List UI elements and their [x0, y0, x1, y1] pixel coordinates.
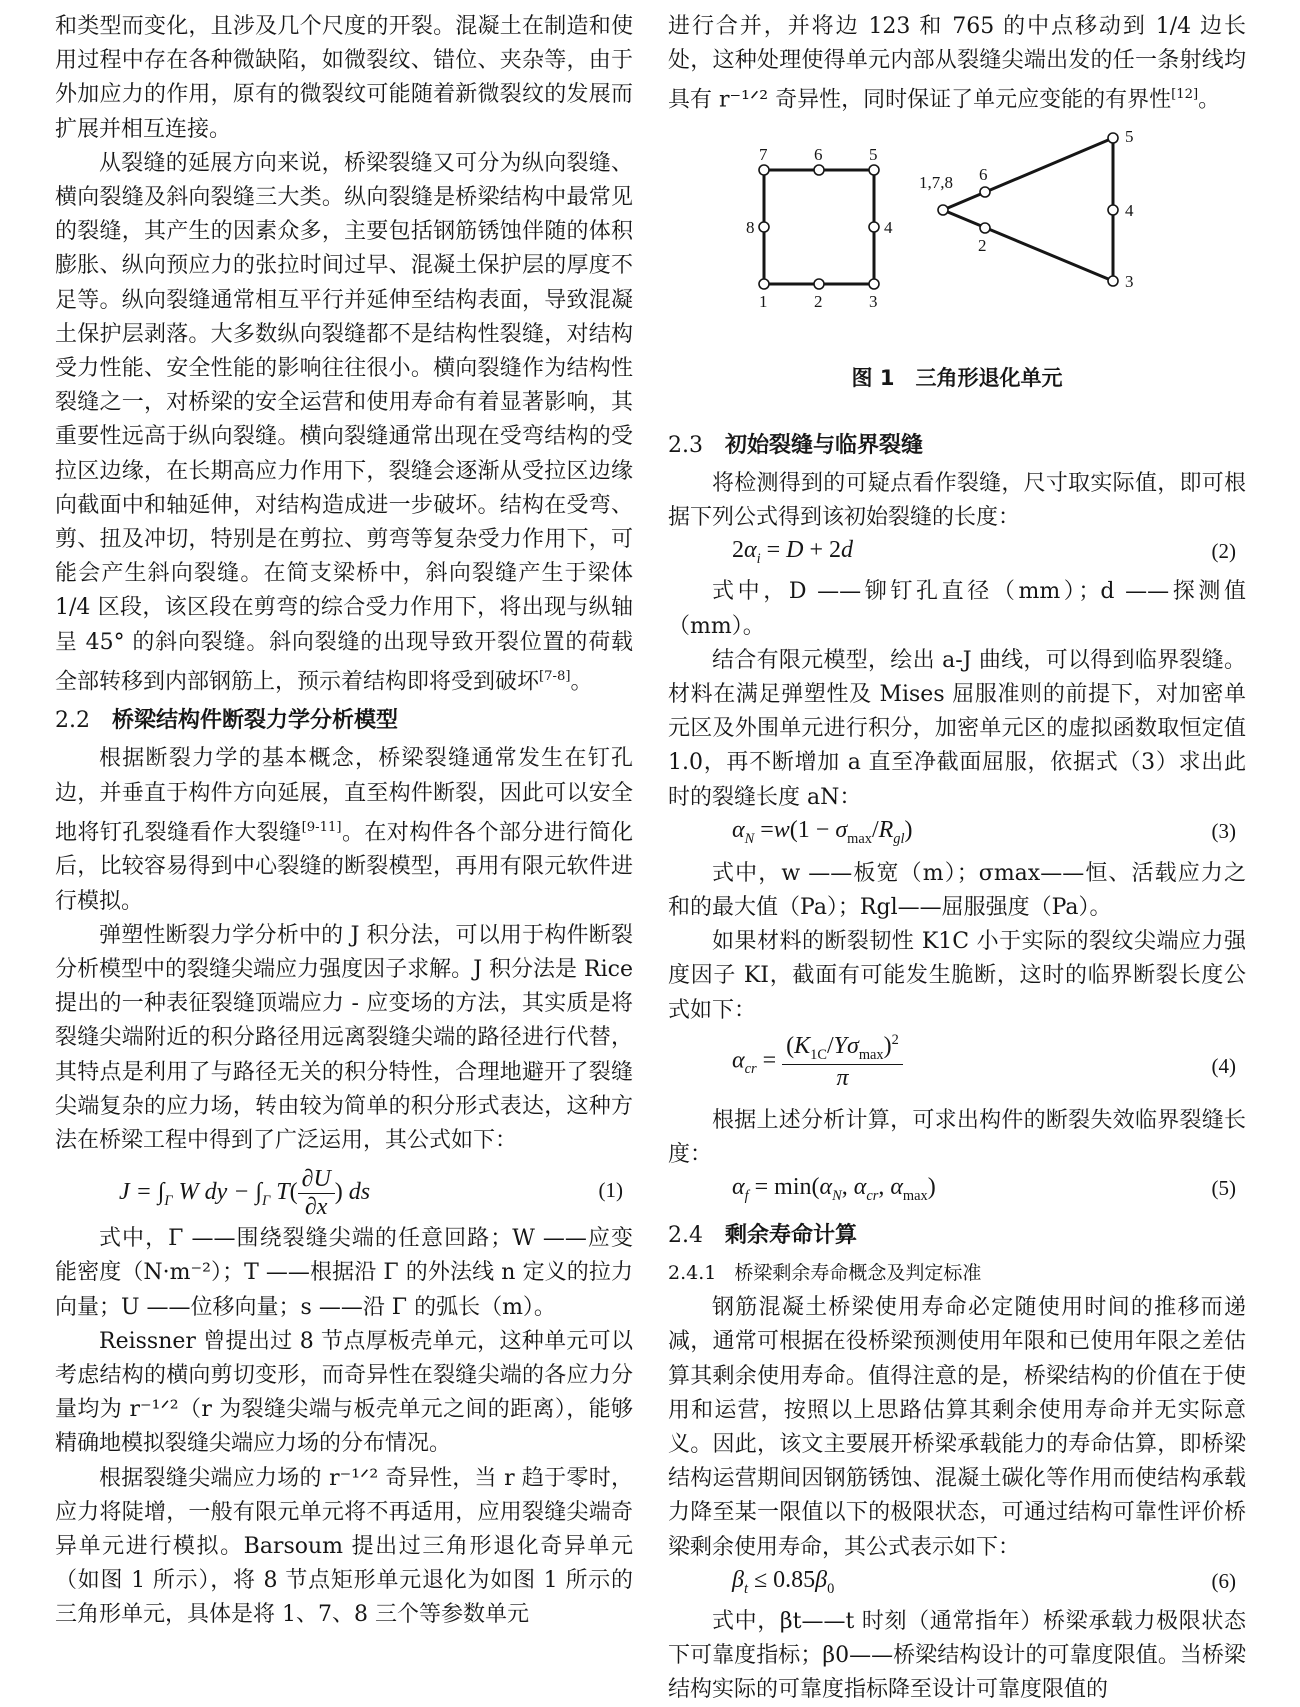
equation-number: (1): [598, 1178, 623, 1203]
section-title: 初始裂缝与临界裂缝: [725, 431, 924, 458]
node-2: [980, 223, 990, 233]
node-2: [814, 279, 824, 289]
equation-4: [668, 1028, 1246, 1104]
node-label: 4: [1125, 200, 1134, 220]
right-paragraph-1: [668, 10, 1246, 118]
node-3: [869, 279, 879, 289]
node-label: 2: [814, 291, 823, 311]
node-5: [869, 165, 879, 175]
equation-2: [668, 535, 1246, 575]
paragraph-text: 根据断裂力学的基本概念，桥梁裂缝通常发生在钉孔边，并垂直于构件方向延展，直至构件断裂，因此可以安全地将钉孔裂缝看作大裂缝: [55, 746, 633, 846]
paragraph-text: 。在对构件各个部分进行简化后，比较容易得到中心裂缝的断裂模型，再用有限元软件进行模拟。: [55, 820, 633, 914]
section-heading-2-4: [668, 1218, 1246, 1253]
section-heading-2-2: [55, 703, 633, 738]
node-5: [1108, 133, 1118, 143]
equation-6: [668, 1565, 1246, 1605]
equation-number: (5): [1211, 1176, 1236, 1201]
equation-6-body: $\beta_t \le 0.85\beta_0$: [732, 1566, 835, 1597]
triangular-element: [919, 127, 1134, 291]
right-paragraph-8: 钢筋混凝土桥梁使用寿命必定随使用时间的推移而递减，通常可根据在役桥梁预测使用年限和已使用年限之差估算其剩余使用寿命。值得注意的是，桥梁结构的价值在于使用和运营，按照以上思路估算其剩余使用寿命并无实际意义。因此，该文主要展开桥梁承载能力的寿命估算，即桥梁结构运营期间因钢筋锈蚀、混凝土碳化等作用而使结构承载力降至某一限值以下的极限状态，可通过结构可靠性评价桥梁剩余使用寿命，其公式表示如下：: [668, 1295, 1246, 1560]
section-title: 剩余寿命计算: [725, 1222, 858, 1249]
left-column: [55, 10, 633, 1633]
node-label: 8: [746, 217, 755, 237]
node-1: [759, 279, 769, 289]
left-paragraph-3: [55, 742, 633, 918]
section-number: 2.3: [668, 432, 703, 458]
right-paragraph-4: 结合有限元模型，绘出 a-J 曲线，可以得到临界裂缝。材料在满足弹塑性及 Mises 屈服准则的前提下，对加密单元区及外围单元进行积分，加密单元区的虚拟函数取恒定值 1.0，再不断增加 a 直至净截面屈服，依据式（3）求出此时的裂缝长度 aN：: [668, 647, 1246, 810]
node-4: [869, 222, 879, 232]
degenerate-element-diagram: [668, 124, 1246, 354]
equation-number: (4): [1211, 1053, 1236, 1078]
right-paragraph-3: 式中，D ——铆钉孔直径（mm）；d ——探测值（mm）。: [668, 579, 1246, 639]
section-number: 2.2: [55, 708, 90, 734]
section-number: 2.4: [668, 1223, 703, 1249]
left-paragraph-1: 和类型而变化，且涉及几个尺度的开裂。混凝土在制造和使用过程中存在各种微缺陷，如微裂纹、错位、夹杂等，由于外加应力的作用，原有的微裂纹可能随着新微裂纹的发展而扩展并相互连接。: [55, 14, 633, 142]
node-6: [980, 187, 990, 197]
left-paragraph-7: 根据裂缝尖端应力场的 r⁻¹ᐟ² 奇异性，当 r 趋于零时，应力将陡增，一般有限元单元将不再适用，应用裂缝尖端奇异单元进行模拟。Barsoum 提出过三角形退化奇异单元（如图 1 所示），将 8 节点矩形单元退化为如图 1 所示的三角形单元，具体是将 1、7、8 三个等参数单元: [55, 1465, 633, 1628]
right-column: [668, 10, 1246, 1707]
section-title: 桥梁剩余寿命概念及判定标准: [734, 1262, 982, 1285]
right-paragraph-6: 如果材料的断裂韧性 K1C 小于实际的裂纹尖端应力强度因子 KI，截面有可能发生脆断，这时的临界断裂长度公式如下：: [668, 929, 1246, 1023]
right-paragraph-2: 将检测得到的可疑点看作裂缝，尺寸取实际值，即可根据下列公式得到该初始裂缝的长度：: [668, 470, 1246, 531]
right-paragraph-7: 根据上述分析计算，可求出构件的断裂失效临界裂缝长度：: [668, 1107, 1246, 1167]
paragraph-text: 进行合并，并将边 123 和 765 的中点移动到 1/4 边长处，这种处理使得单元内部从裂缝尖端出发的任一条射线均具有 r⁻¹ᐟ² 奇异性，同时保证了单元应变能的有界性: [668, 14, 1246, 113]
node-label: 6: [814, 144, 823, 164]
figure-1: [668, 124, 1246, 424]
node-label: 3: [1125, 271, 1134, 291]
node-label: 7: [759, 144, 768, 164]
node-label: 6: [979, 164, 988, 184]
rectangle-edge: [764, 170, 874, 284]
node-label: 2: [978, 235, 987, 255]
node-4: [1108, 205, 1118, 215]
right-paragraph-9: 式中，βt——t 时刻（通常指年）桥梁承载力极限状态下可靠度指标；β0——桥梁结构设计的可靠度限值。当桥梁结构实际的可靠度指标降至设计可靠度限值的: [668, 1608, 1246, 1703]
node-label: 1: [759, 291, 768, 311]
equation-1: [55, 1158, 633, 1222]
figure-caption: 图 1 三角形退化单元: [851, 365, 1063, 390]
equation-2-body: $2\alpha_i = D + 2d$: [732, 537, 854, 568]
node-label: 5: [1125, 126, 1134, 146]
node-7: [759, 165, 769, 175]
section-number: 2.4.1: [668, 1262, 717, 1285]
node-6: [814, 165, 824, 175]
node-label: 4: [884, 217, 893, 237]
paragraph-text: 从裂缝的延展方向来说，桥梁裂缝又可分为纵向裂缝、横向裂缝及斜向裂缝三大类。纵向裂缝是桥梁结构中最常见的裂缝，其产生的因素众多，主要包括钢筋锈蚀伴随的体积膨胀、纵向预应力的张拉时间过早、混凝土保护层的厚度不足等。纵向裂缝通常相互平行并延伸至结构表面，导致混凝土保护层剥落。大多数纵向裂缝都不是结构性裂缝，对结构受力性能、安全性能的影响往往很小。横向裂缝作为结构性裂缝之一，对桥梁的安全运营和使用寿命有着显著影响，其重要性远高于纵向裂缝。横向裂缝通常出现在受弯结构的受拉区边缘，在长期高应力作用下，裂缝会逐渐从受拉区边缘向截面中和轴延伸，对结构造成进一步破坏。结构在受弯、剪、扭及冲切，特别是在剪拉、剪弯等复杂受力作用下，可能会产生斜向裂缝。在简支梁桥中，斜向裂缝产生于梁体 1/4 区段，该区段在剪弯的综合受力作用下，将出现与纵轴呈 45° 的斜向裂缝。斜向裂缝的出现导致开裂位置的荷载全部转移到内部钢筋上，预示着结构即将受到破坏: [55, 150, 633, 695]
equation-5-body: $\alpha_f = \min(\alpha_N$, $\alpha_{cr}$, $\alpha_{max}$): [732, 1174, 936, 1204]
right-paragraph-5: 式中，w ——板宽（m）；σmax——恒、活载应力之和的最大值（Pa）；Rgl——屈服强度（Pa）。: [668, 860, 1246, 920]
node-label: 5: [869, 144, 878, 164]
paragraph-end: 。: [570, 669, 593, 695]
equation-number: (6): [1211, 1568, 1236, 1593]
left-paragraph-6: Reissner 曾提出过 8 节点厚板壳单元，这种单元可以考虑结构的横向剪切变形，而奇异性在裂缝尖端的各应力分量均为 r⁻¹ᐟ²（r 为裂缝尖端与板壳单元之间的距离），能够精确地模拟裂缝尖端应力场的分布情况。: [55, 1328, 633, 1457]
left-paragraph-4: 弹塑性断裂力学分析中的 J 积分法，可以用于构件断裂分析模型中的裂缝尖端应力强度因子求解。J 积分法是 Rice 提出的一种表征裂缝顶端应力 - 应变场的方法，其实质是将裂缝尖端附近的积分路径用远离裂缝尖端的路径进行代替，其特点是利用了与路径无关的积分特性，合理地避开了裂缝尖端复杂的应力场，转由较为简单的积分形式表达，这种方法在桥梁工程中得到了广泛运用，其公式如下：: [55, 922, 633, 1153]
section-heading-2-4-1: [668, 1257, 1246, 1289]
equation-1-body: $J = \int_\Gamma$ W dy − $\int_\Gamma$ T( $\frac{\partial U}{\partial x}$ ) ds: [119, 1166, 371, 1221]
triangle-edges: [943, 138, 1113, 281]
left-paragraph-5: 式中，Γ ——围绕裂缝尖端的任意回路；W ——应变能密度（N·m⁻²）；T ——根据沿 Γ 的外法线 n 定义的拉力向量；U ——位移向量；s ——沿 Γ 的弧长（m）。: [55, 1226, 633, 1320]
equation-3-body: $\alpha_N =w(1 - \sigma_{max}/R_{gl})$: [732, 816, 913, 847]
equation-number: (3): [1211, 818, 1236, 843]
node-8: [759, 222, 769, 232]
node-label: 3: [869, 291, 878, 311]
paragraph-end: 。: [1198, 87, 1221, 113]
section-title: 桥梁结构件断裂力学分析模型: [112, 707, 399, 734]
node-3: [1108, 276, 1118, 286]
citation-ref: [9-11]: [301, 819, 342, 835]
citation-ref: [7-8]: [539, 668, 571, 684]
equation-4-body: $\alpha_{cr}$ = $\frac{(K_{1C}/Y\sigma_{max})^2}{\pi}$: [732, 1032, 903, 1092]
node-label: 1,7,8: [919, 172, 953, 192]
node-178: [938, 205, 948, 215]
section-heading-2-3: [668, 428, 1246, 463]
left-paragraph-2: [55, 147, 633, 700]
equation-3: [668, 815, 1246, 857]
equation-number: (2): [1211, 539, 1236, 564]
rectangular-element: [746, 145, 893, 311]
equation-5: [668, 1172, 1246, 1214]
citation-ref: [12]: [1171, 87, 1199, 103]
